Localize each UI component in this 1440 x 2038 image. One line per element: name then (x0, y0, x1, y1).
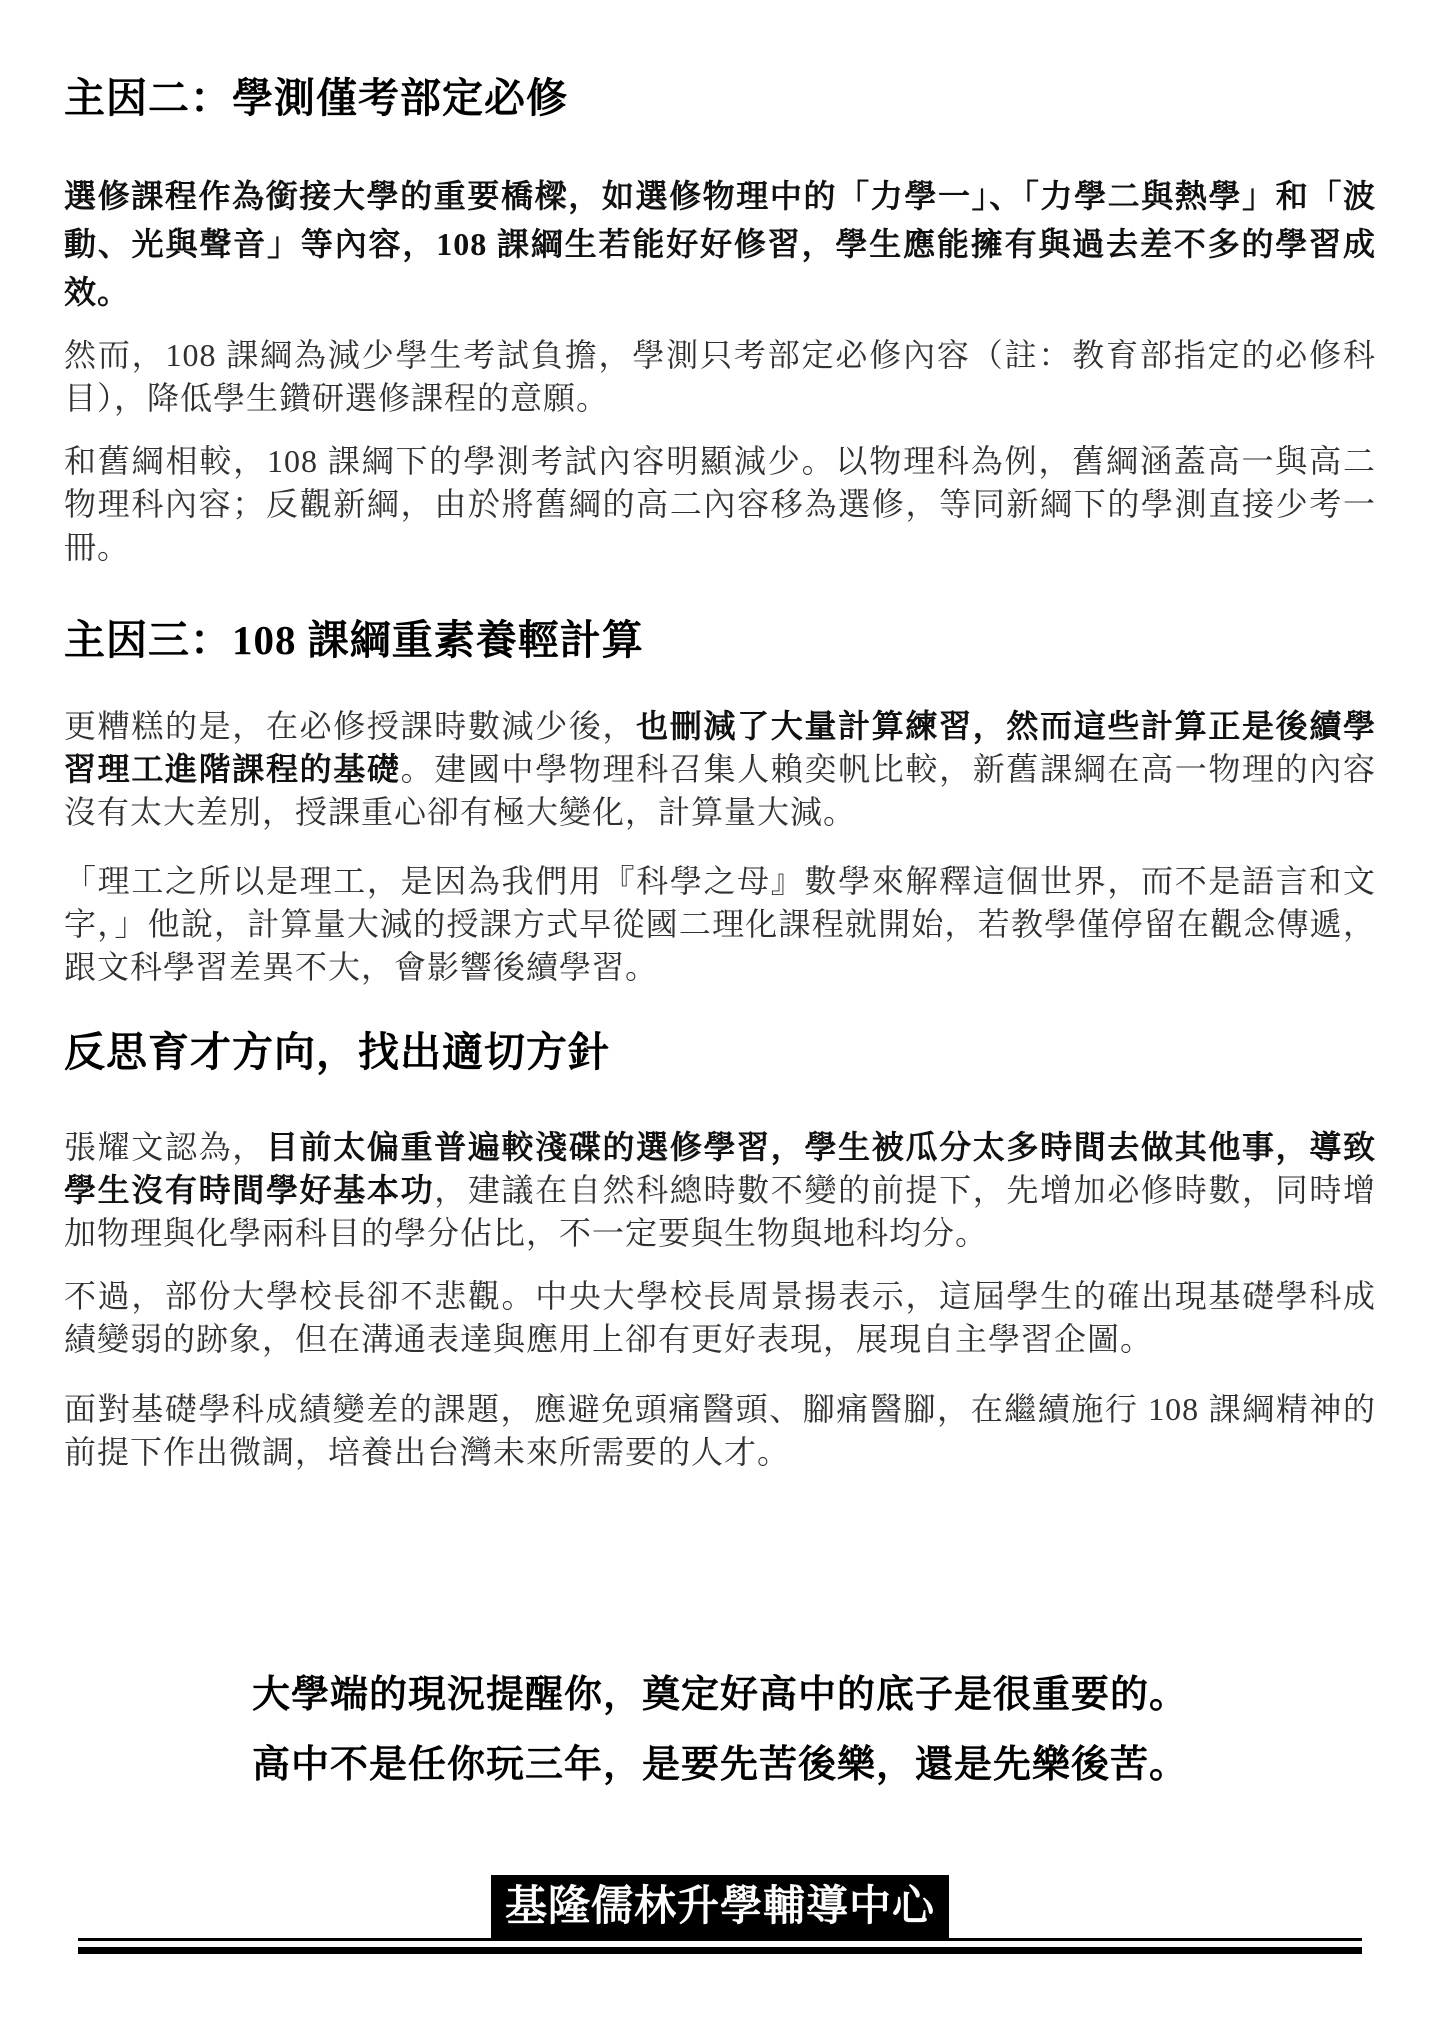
paragraph-text: ，建議在自然科總時數不變的前提下，先增加必修時數，同時增加物理與化學兩科目的學分佔比，不一定要與生物與地科均分。 (64, 1172, 1376, 1251)
section-heading-reason-3: 主因三：108 課綱重素養輕計算 (64, 617, 644, 663)
brand-banner: 基隆儒林升學輔導中心 (491, 1875, 949, 1939)
paragraph: 然而，108 課綱為減少學生考試負擔，學測只考部定必修內容（註：教育部指定的必修科目），降低學生鑽研選修課程的意願。 (64, 337, 1376, 416)
paragraph: 和舊綱相較，108 課綱下的學測考試內容明顯減少。以物理科為例，舊綱涵蓋高一與高二物理科內容；反觀新綱，由於將舊綱的高二內容移為選修，等同新綱下的學測直接少考一冊。 (64, 443, 1376, 565)
paragraph-mixed-emphasis (64, 1126, 1376, 1255)
emphasis-text: 也刪減了大量計算練習，然而這些計算正是後續學習理工進階課程的基礎 (64, 708, 1376, 787)
paragraph: 不過，部份大學校長卻不悲觀。中央大學校長周景揚表示，這屆學生的確出現基礎學科成績變弱的跡象，但在溝通表達與應用上卻有更好表現，展現自主學習企圖。 (64, 1278, 1376, 1357)
section-heading-reflection: 反思育才方向，找出適切方針 (64, 1029, 610, 1075)
paragraph-mixed-emphasis (64, 705, 1376, 834)
footer-rule-thick (78, 1947, 1362, 1954)
paragraph-text: 張耀文認為， (64, 1129, 266, 1165)
paragraph-lead-emphasis (64, 172, 1376, 316)
section-heading-reason-2: 主因二：學測僅考部定必修 (64, 75, 568, 121)
paragraph-text: 。建國中學物理科召集人賴奕帆比較，新舊課綱在高一物理的內容沒有太大差別，授課重心卻有極大變化，計算量大減。 (64, 751, 1376, 830)
closing-slogan (0, 1660, 1440, 1800)
emphasis-text: 選修課程作為銜接大學的重要橋樑，如選修物理中的「力學一」、「力學二與熱學」和「波動、光與聲音」等內容，108 課綱生若能好好修習，學生應能擁有與過去差不多的學習成效。 (64, 178, 1376, 310)
emphasis-text: 目前太偏重普遍較淺碟的選修學習，學生被瓜分太多時間去做其他事，導致學生沒有時間學好基本功 (64, 1129, 1376, 1208)
paragraph-text: 更糟糕的是，在必修授課時數減少後， (64, 708, 637, 744)
paragraph: 面對基礎學科成績變差的課題，應避免頭痛醫頭、腳痛醫腳，在繼續施行 108 課綱精神的前提下作出微調，培養出台灣未來所需要的人才。 (64, 1391, 1376, 1470)
paragraph: 「理工之所以是理工，是因為我們用『科學之母』數學來解釋這個世界，而不是語言和文字，」他說，計算量大減的授課方式早從國二理化課程就開始，若教學僅停留在觀念傳遞，跟文科學習差異不大，會影響後續學習。 (64, 863, 1376, 985)
footer-rule-thin (78, 1938, 1362, 1941)
slogan-line-1: 大學端的現況提醒你，奠定好高中的底子是很重要的。 (251, 1674, 1188, 1716)
slogan-line-2: 高中不是任你玩三年，是要先苦後樂，還是先樂後苦。 (251, 1744, 1188, 1786)
